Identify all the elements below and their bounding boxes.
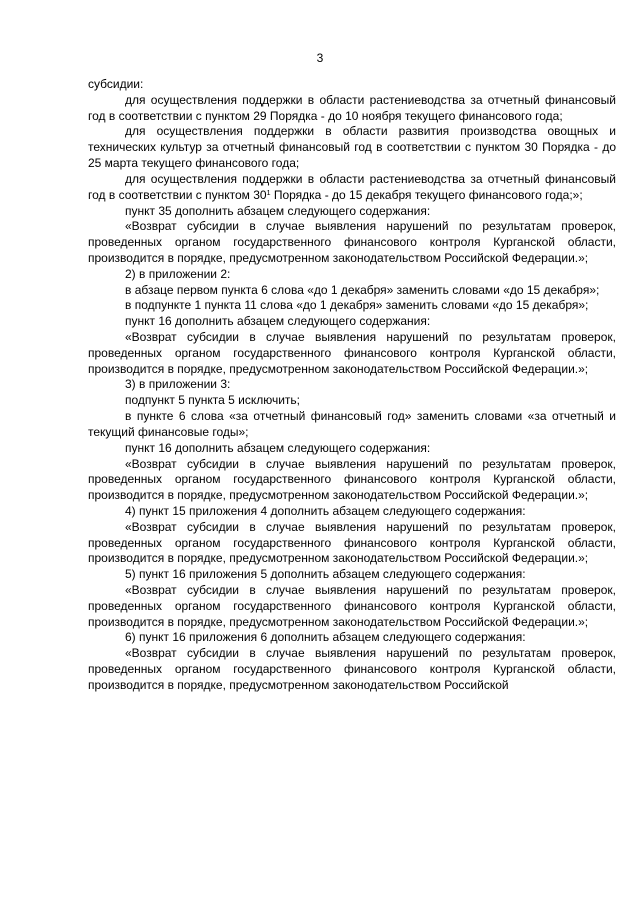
paragraph-text: для осуществления поддержки в области растениеводства за отчетный финансовый год в соответствии с пунктом 30 [88,171,616,202]
paragraph: субсидии: [88,77,144,91]
paragraph: для осуществления поддержки в области растениеводства за отчетный финансовый год в соответствии с пунктом 29 Порядка - до 10 ноября текущего финансового года; [88,92,616,123]
paragraph: «Возврат субсидии в случае выявления нарушений по результатам проверок, проведенных органом государственного финансового контроля Курганской области, производится в порядке, предусмотренном законодательством Российской Федерации.»; [88,219,616,265]
paragraph: «Возврат субсидии в случае выявления нарушений по результатам проверок, проведенных органом государственного финансового контроля Курганской области, производится в порядке, предусмотренном законодательством Российской Федерации.»; [88,519,616,566]
paragraph: 3) в приложении 3: [125,377,231,392]
document-body [88,77,616,694]
paragraph: подпункт 5 пункта 5 исключить; [125,393,301,408]
paragraph: в абзаце первом пункта 6 слова «до 1 декабря» заменить словами «до 15 декабря»; [125,282,600,297]
paragraph [88,172,616,204]
paragraph: пункт 16 дополнить абзацем следующего содержания: [125,314,431,329]
paragraph: для осуществления поддержки в области развития производства овощных и технических культур за отчетный финансовый год в соответствии с пунктом 30 Порядка - до 25 марта текущего финансового года; [88,124,616,171]
paragraph: пункт 35 дополнить абзацем следующего содержания: [125,203,431,218]
paragraph: пункт 16 дополнить абзацем следующего содержания: [125,440,431,455]
paragraph: «Возврат субсидии в случае выявления нарушений по результатам проверок, проведенных органом государственного финансового контроля Курганской области, производится в порядке, предусмотренном законодательством Российской Федерации.»; [88,583,616,629]
paragraph: в подпункте 1 пункта 11 слова «до 1 декабря» заменить словами «до 15 декабря»; [125,298,589,313]
paragraph: 2) в приложении 2: [125,266,231,281]
page-number: 3 [316,51,324,65]
paragraph: 6) пункт 16 приложения 6 дополнить абзацем следующего содержания: [125,630,526,645]
paragraph: «Возврат субсидии в случае выявления нарушений по результатам проверок, проведенных органом государственного финансового контроля Курганской области, производится в порядке, предусмотренном законодательством Российской [88,646,616,692]
paragraph-text: Порядка - до 15 декабря текущего финансового года;»; [270,187,583,202]
paragraph: 4) пункт 15 приложения 4 дополнить абзацем следующего содержания: [125,503,526,518]
superscript: 1 [266,189,271,197]
paragraph: 5) пункт 16 приложения 5 дополнить абзацем следующего содержания: [125,567,526,582]
paragraph: «Возврат субсидии в случае выявления нарушений по результатам проверок, проведенных органом государственного финансового контроля Курганской области, производится в порядке, предусмотренном законодательством Российской Федерации.»; [88,456,616,503]
paragraph: «Возврат субсидии в случае выявления нарушений по результатам проверок, проведенных органом государственного финансового контроля Курганской области, производится в порядке, предусмотренном законодательством Российской Федерации.»; [88,330,616,376]
paragraph: в пункте 6 слова «за отчетный финансовый год» заменить словами «за отчетный и текущий финансовые годы»; [88,409,616,439]
